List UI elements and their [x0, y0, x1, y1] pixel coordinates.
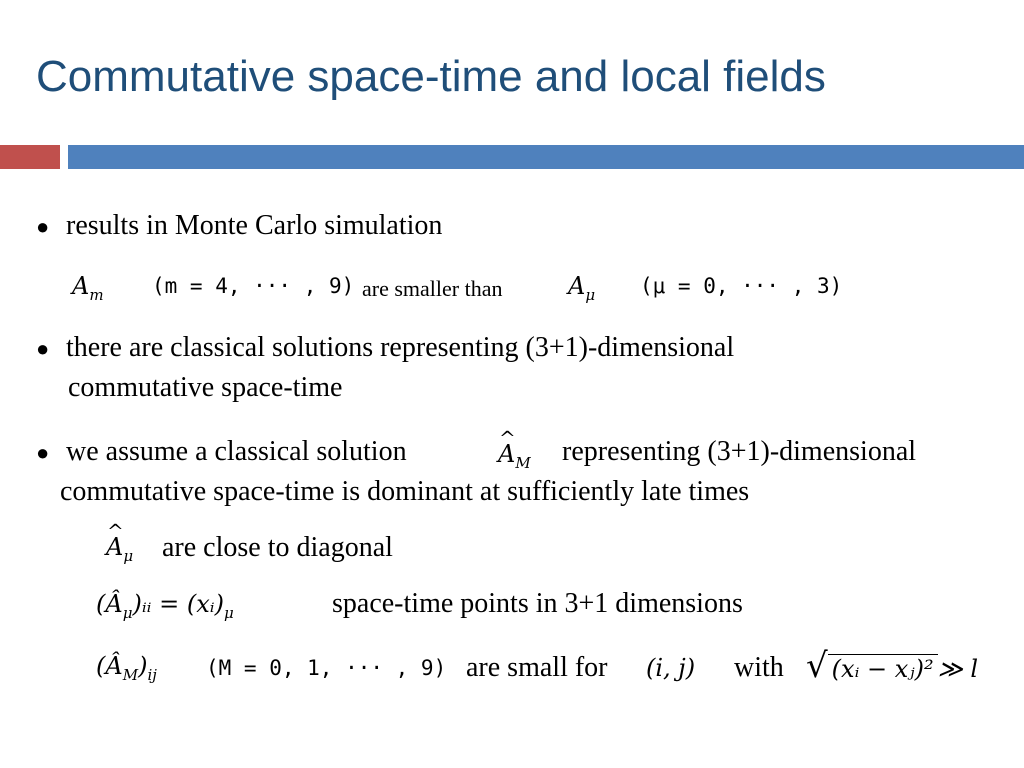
title-accent-red [0, 145, 60, 169]
space-time-points-text: space-time points in 3+1 dimensions [332, 588, 743, 619]
math-range-M: (M = 0, 1, ··· , 9) [206, 656, 447, 680]
math-sqrt-condition: √ (xᵢ − xⱼ)² ≫ l [806, 646, 979, 686]
with-text: with [734, 652, 784, 683]
small-for-text: are small for [466, 652, 608, 683]
bullet-3-line2: commutative space-time is dominant at sufficiently late times [60, 476, 750, 507]
slide-title: Commutative space-time and local fields [36, 52, 826, 101]
math-a-mu: Aμ [568, 272, 596, 304]
bullet-3 [36, 436, 407, 468]
bullet-icon: ● [36, 214, 50, 239]
bullet-2 [36, 332, 734, 364]
close-to-diagonal-text: are close to diagonal [162, 532, 393, 563]
bullet-2-line1: there are classical solutions representing (3+1)-dimensional [66, 332, 735, 363]
bullet-icon: ● [36, 336, 50, 361]
math-a-hat-M: ^ AM [498, 440, 531, 472]
math-ij-pair: (i, j) [646, 654, 696, 682]
bullet-2-line2: commutative space-time [68, 372, 343, 403]
smaller-than-text: are smaller than [362, 276, 503, 301]
bullet-3-part2: representing (3+1)-dimensional [562, 436, 917, 467]
math-range-m: (m = 4, ··· , 9) [152, 274, 355, 298]
bullet-1-text: results in Monte Carlo simulation [66, 210, 443, 241]
math-offdiag: (ÂM)ij [96, 652, 157, 684]
title-accent-blue [68, 145, 1024, 169]
math-a-hat-mu: ^ Aμ [106, 533, 133, 565]
math-diagonal-eq: (Âμ)ᵢᵢ = (xᵢ)μ [96, 590, 234, 622]
math-a-m: Am [72, 272, 104, 304]
bullet-icon: ● [36, 440, 50, 465]
bullet-3-part1: we assume a classical solution [66, 436, 407, 467]
bullet-1 [36, 210, 442, 242]
math-range-mu: (μ = 0, ··· , 3) [640, 274, 843, 298]
